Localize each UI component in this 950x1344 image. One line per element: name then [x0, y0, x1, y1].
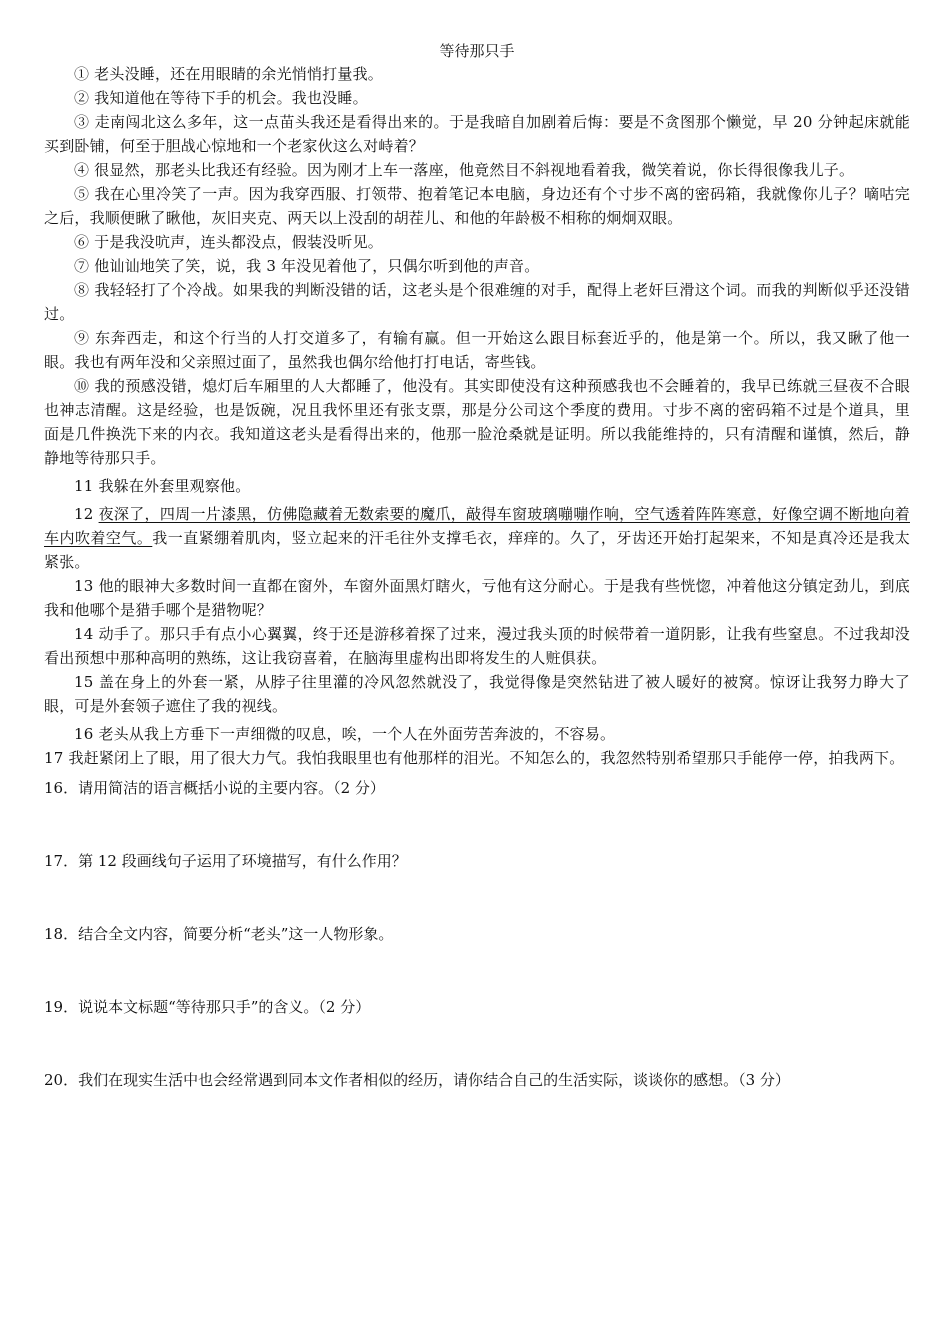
paragraph-12 [44, 502, 910, 574]
question-20: 20．我们在现实生活中也会经常遇到同本文作者相似的经历，请你结合自己的生活实际，谈谈你的感想。（3 分） [44, 1071, 790, 1089]
paragraph-6: ⑥ 于是我没吭声，连头都没点，假装没听见。 [74, 233, 383, 251]
paragraph-3: ③ 走南闯北这么多年，这一点苗头我还是看得出来的。于是我暗自加剧着后悔：要是不贪图那个懒觉，早 20 分钟起床就能买到卧铺，何至于胆战心惊地和一个老家伙这么对峙着？ [44, 113, 910, 155]
story-title: 等待那只手 [439, 42, 515, 60]
paragraph-7: ⑦ 他讪讪地笑了笑，说，我 3 年没见着他了，只偶尔听到他的声音。 [74, 257, 540, 275]
paragraph-1: ① 老头没睡，还在用眼睛的余光悄悄打量我。 [74, 65, 383, 83]
paragraph-11: 11 我躲在外套里观察他。 [74, 477, 251, 495]
paragraph-9: ⑨ 东奔西走，和这个行当的人打交道多了，有输有赢。但一开始这么跟目标套近乎的，他是第一个。所以，我又瞅了他一眼。我也有两年没和父亲照过面了，虽然我也偶尔给他打打电话，寄些钱。 [44, 329, 910, 371]
paragraph-15: 15 盖在身上的外套一紧，从脖子往里灌的冷风忽然就没了，我觉得像是突然钻进了被人暖好的被窝。惊讶让我努力睁大了眼，可是外套领子遮住了我的视线。 [44, 673, 910, 715]
question-18: 18．结合全文内容，简要分析“老头”这一人物形象。 [44, 925, 394, 943]
paragraph-2: ② 我知道他在等待下手的机会。我也没睡。 [74, 89, 368, 107]
underlined-sentence: 夜深了，四周一片漆黑，仿佛隐藏着无数索要的魔爪，敲得车窗玻璃嘣嘣作响，空气透着阵阵寒意，好像空调不断地向着车内吹着空气。 [44, 505, 910, 547]
paragraph-8: ⑧ 我轻轻打了个冷战。如果我的判断没错的话，这老头是个很难缠的对手，配得上老奸巨滑这个词。而我的判断似乎还没错过。 [44, 281, 910, 323]
question-17: 17．第 12 段画线句子运用了环境描写，有什么作用？ [44, 852, 407, 870]
paragraph-17: 17 我赶紧闭上了眼，用了很大力气。我怕我眼里也有他那样的泪光。不知怎么的，我忽然特别希望那只手能停一停，拍我两下。 [44, 749, 905, 767]
paragraph-12-number: 12 [74, 505, 99, 523]
question-16: 16．请用简洁的语言概括小说的主要内容。（2 分） [44, 779, 385, 797]
question-19: 19．说说本文标题“等待那只手”的含义。（2 分） [44, 998, 371, 1016]
paragraph-4: ④ 很显然，那老头比我还有经验。因为刚才上车一落座，他竟然目不斜视地看着我，微笑着说，你长得很像我儿子。 [74, 161, 855, 179]
paragraph-10: ⑩ 我的预感没错，熄灯后车厢里的人大都睡了，他没有。其实即使没有这种预感我也不会睡着的，我早已练就三昼夜不合眼也神志清醒。这是经验，也是饭碗，况且我怀里还有张支票，那是分公司这个季度的费用。寸步不离的密码箱不过是个道具，里面是几件换洗下来的内衣。我知道这老头是看得出来的，他那一脸沧桑就是证明。所以我能维持的，只有清醒和谨慎，然后，静静地等待那只手。 [44, 377, 910, 467]
paragraph-12-rest: 我一直紧绷着肌肉，竖立起来的汗毛往外支撑毛衣，痒痒的。久了，牙齿还开始打起架来，不知是真冷还是我太紧张。 [44, 529, 911, 571]
paragraph-5: ⑤ 我在心里冷笑了一声。因为我穿西服、打领带、抱着笔记本电脑，身边还有个寸步不离的密码箱，我就像你儿子？嘀咕完之后，我顺便瞅了瞅他，灰旧夹克、两天以上没刮的胡茬儿、和他的年龄极不相称的炯炯双眼。 [44, 185, 910, 227]
document-page [44, 40, 910, 1092]
paragraph-14: 14 动手了。那只手有点小心翼翼，终于还是游移着探了过来，漫过我头顶的时候带着一道阴影，让我有些窒息。不过我却没看出预想中那种高明的熟练，这让我窃喜着，在脑海里虚构出即将发生的人赃俱获。 [44, 625, 910, 667]
paragraph-13: 13 他的眼神大多数时间一直都在窗外，车窗外面黑灯瞎火，亏他有这分耐心。于是我有些恍惚，冲着他这分镇定劲儿，到底我和他哪个是猎手哪个是猎物呢？ [44, 577, 910, 619]
paragraph-16: 16 老头从我上方垂下一声细微的叹息，唉，一个人在外面劳苦奔波的，不容易。 [74, 725, 616, 743]
